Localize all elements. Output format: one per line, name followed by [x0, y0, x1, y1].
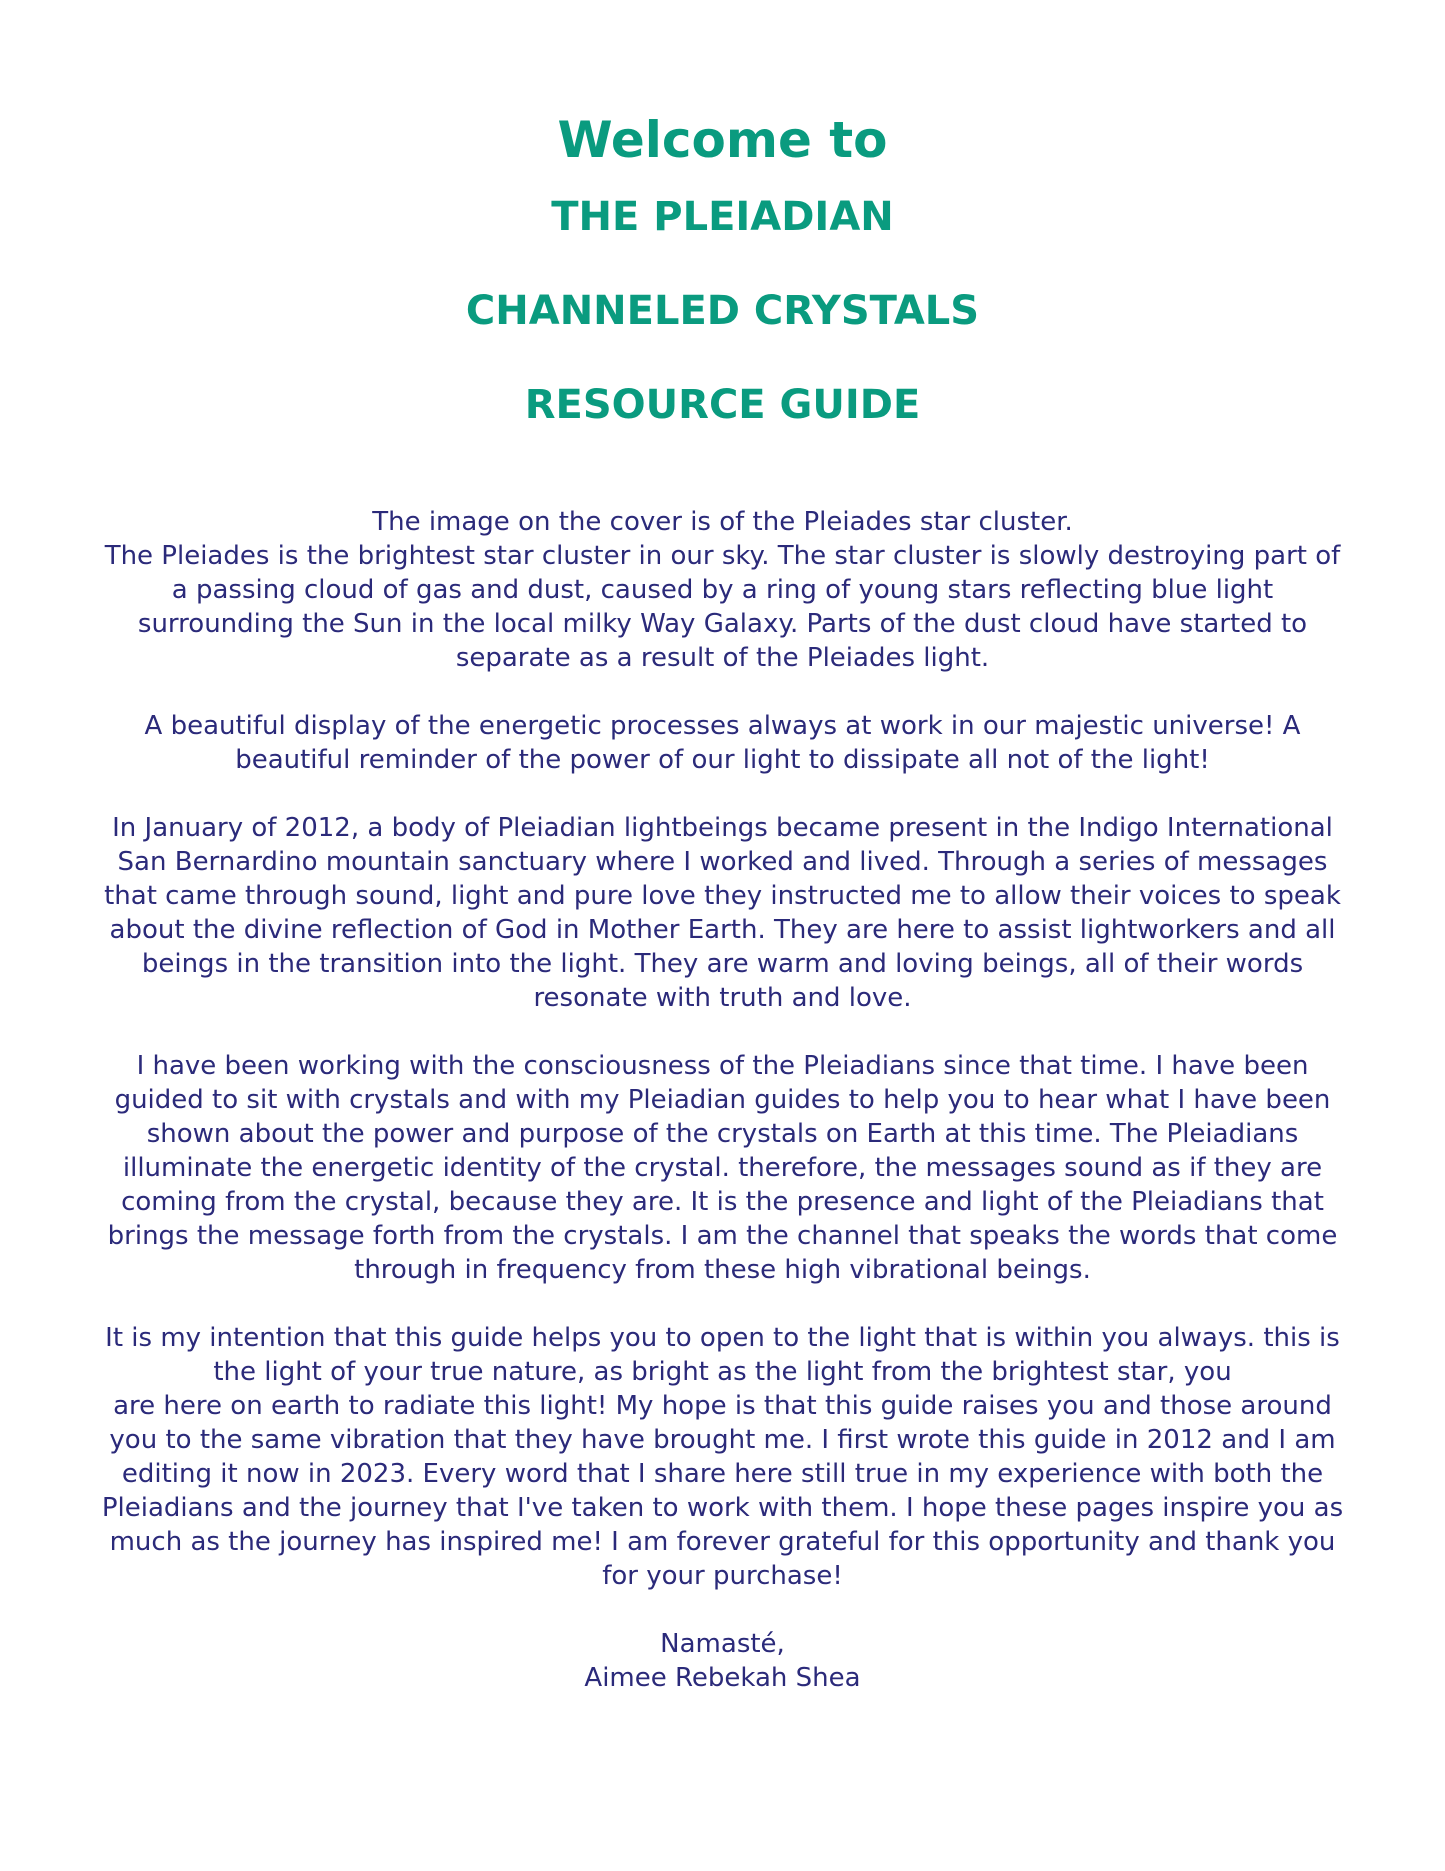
paragraph-cover-image	[70, 505, 1375, 675]
text-line: that came through sound, light and pure love they instructed me to allow their voices to speak	[104, 881, 1341, 911]
paragraph-beautiful-display	[70, 709, 1375, 777]
text-line: The image on the cover is of the Pleiades star cluster.	[372, 507, 1073, 537]
text-line: It is my intention that this guide helps you to open to the light that is within you always. this is	[105, 1323, 1340, 1353]
text-line: about the divine reflection of God in Mother Earth. They are here to assist lightworkers and all	[109, 915, 1336, 945]
paragraph-intention	[70, 1321, 1375, 1593]
body-text	[70, 505, 1375, 1729]
text-line: beings in the transition into the light. They are warm and loving beings, all of their words	[141, 949, 1304, 979]
welcome-text: Welcome to	[557, 111, 888, 169]
text-line: editing it now in 2023. Every word that I share here still true in my experience with both the	[121, 1459, 1324, 1489]
text-line: San Bernardino mountain sanctuary where I worked and lived. Through a series of messages	[117, 847, 1328, 877]
signoff-greeting: Namasté,	[660, 1629, 785, 1659]
paragraph-consciousness	[70, 1049, 1375, 1287]
title-line-1: THE PLEIADIAN	[551, 194, 894, 240]
title-line-3: RESOURCE GUIDE	[524, 382, 921, 428]
page-heading	[0, 110, 1445, 452]
text-line: through in frequency from these high vibrational beings.	[354, 1255, 1091, 1285]
text-line: In January of 2012, a body of Pleiadian lightbeings became present in the Indigo International	[112, 813, 1333, 843]
paragraph-january-2012	[70, 811, 1375, 1015]
text-line: I have been working with the consciousness of the Pleiadians since that time. I have been	[136, 1051, 1309, 1081]
text-line: surrounding the Sun in the local milky Way Galaxy. Parts of the dust cloud have started to	[137, 609, 1308, 639]
text-line: The Pleiades is the brightest star cluster in our sky. The star cluster is slowly destroying part of	[104, 541, 1341, 571]
text-line: A beautiful display of the energetic processes always at work in our majestic universe! A	[144, 711, 1301, 741]
text-line: coming from the crystal, because they are. It is the presence and light of the Pleiadians that	[121, 1187, 1324, 1217]
text-line: resonate with truth and love.	[533, 983, 912, 1013]
title-line-2: CHANNELED CRYSTALS	[465, 288, 980, 334]
text-line: the light of your true nature, as bright as the light from the brightest star, you	[213, 1357, 1232, 1387]
author-name: Aimee Rebekah Shea	[584, 1663, 861, 1693]
text-line: for your purchase!	[602, 1561, 843, 1591]
text-line: you to the same vibration that they have brought me. I first wrote this guide in 2012 and I am	[109, 1425, 1336, 1455]
text-line: shown about the power and purpose of the crystals on Earth at this time. The Pleiadians	[146, 1119, 1299, 1149]
text-line: are here on earth to radiate this light! My hope is that this guide raises you and those around	[113, 1391, 1332, 1421]
text-line: Pleiadians and the journey that I've taken to work with them. I hope these pages inspire you as	[101, 1493, 1344, 1523]
text-line: much as the journey has inspired me! I am forever grateful for this opportunity and thank you	[109, 1527, 1336, 1557]
text-line: guided to sit with crystals and with my Pleiadian guides to help you to hear what I have been	[114, 1085, 1331, 1115]
text-line: brings the message forth from the crystals. I am the channel that speaks the words that come	[107, 1221, 1338, 1251]
text-line: illuminate the energetic identity of the crystal. therefore, the messages sound as if they are	[122, 1153, 1323, 1183]
text-line: a passing cloud of gas and dust, caused by a ring of young stars reflecting blue light	[171, 575, 1274, 605]
text-line: beautiful reminder of the power of our light to dissipate all not of the light!	[235, 745, 1210, 775]
text-line: separate as a result of the Pleiades light.	[455, 643, 990, 673]
signoff	[70, 1627, 1375, 1695]
